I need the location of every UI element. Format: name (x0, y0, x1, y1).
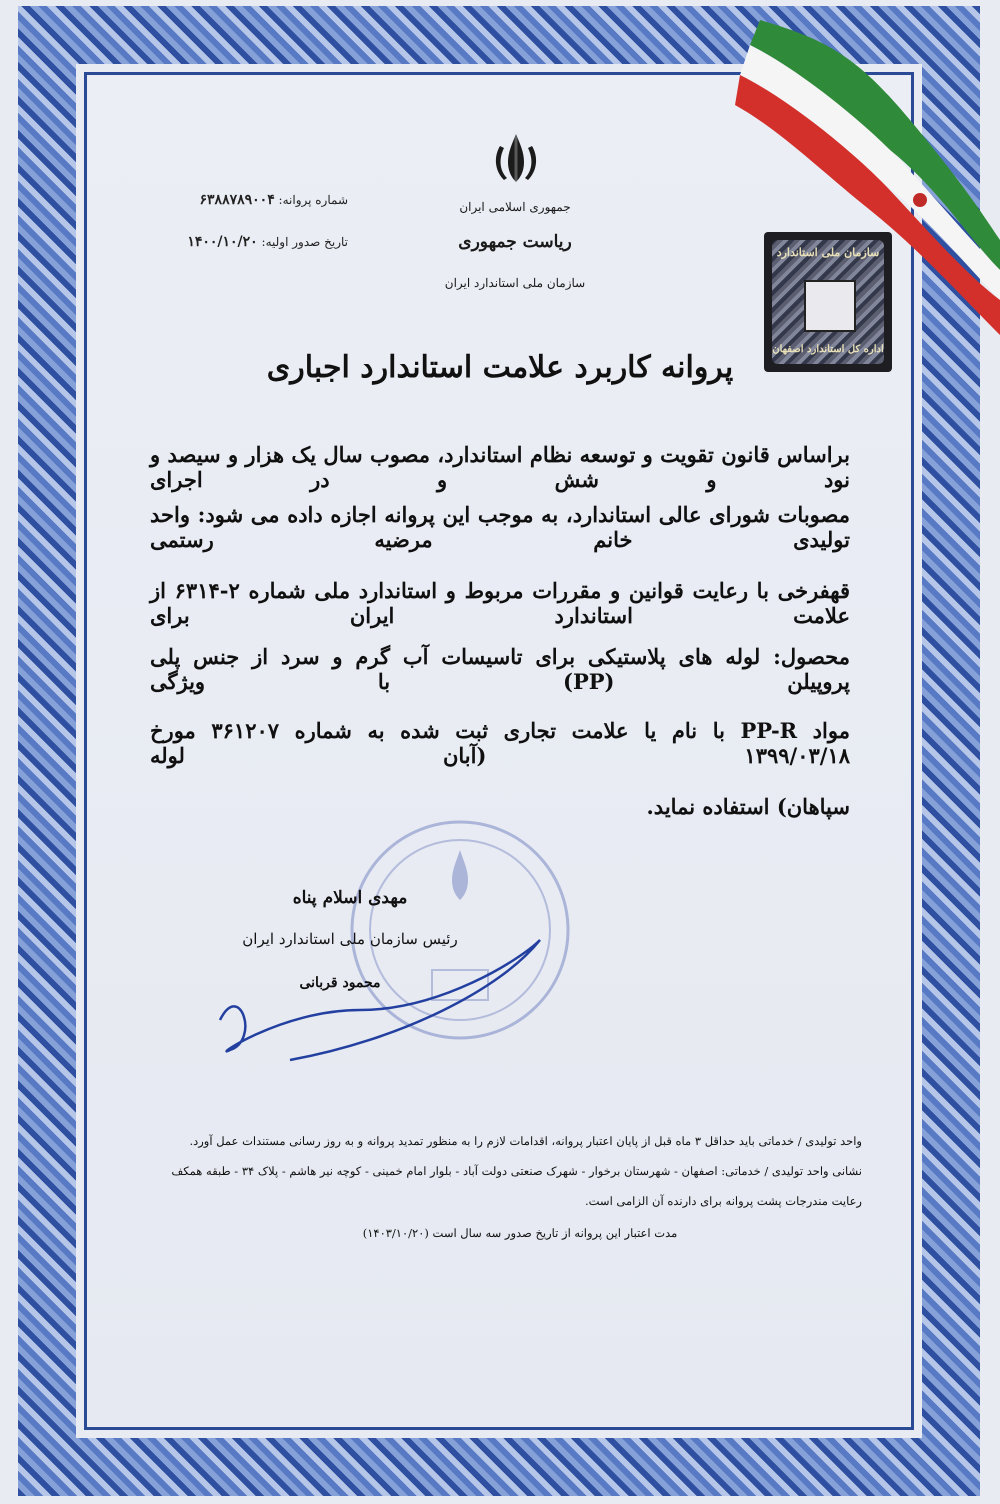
license-number-label: شماره پروانه: (278, 193, 348, 207)
footer-note-terms: رعایت مندرجات پشت پروانه برای دارنده آن الزامی است. (584, 1194, 862, 1208)
body-line-6: سپاهان) استفاده نماید. (646, 794, 850, 819)
footer-note-renewal: واحد تولیدی / خدماتی باید حداقل ۳ ماه قبل از پایان اعتبار پروانه، اقدامات لازم را به منظور تمدید پروانه و به روز رسانی مستندات عمل آورد. (189, 1134, 862, 1148)
signatory-role: رئیس سازمان ملی استاندارد ایران (242, 930, 458, 948)
signer-name: محمود قربانی (299, 975, 381, 991)
issue-date-label: تاریخ صدور اولیه: (261, 235, 348, 249)
seal-top-text: سازمان ملی استاندارد (776, 246, 880, 259)
body-line-3: قهفرخی با رعایت قوانین و مقررات مربوط و استاندارد ملی شماره ۲-۶۳۱۴ از علامت استاندارد ایران برای (150, 578, 851, 628)
iran-emblem-icon (486, 128, 546, 188)
standard-logo-icon (804, 280, 856, 332)
presidency-name: ریاست جمهوری (458, 232, 572, 252)
body-line-1: براساس قانون تقویت و توسعه نظام استاندارد، مصوب سال یک هزار و سیصد و نود و شش و در اجرای (150, 442, 850, 492)
certificate-title: پروانه کاربرد علامت استاندارد اجباری (266, 350, 734, 385)
body-line-2: مصوبات شورای عالی استاندارد، به موجب این پروانه اجازه داده می شود: واحد تولیدی خانم مرضیه رستمی (150, 502, 850, 552)
issue-date-value: ۱۴۰۰/۱۰/۲۰ (187, 234, 258, 250)
country-name: جمهوری اسلامی ایران (459, 200, 571, 214)
seal-bottom-text: اداره کل استاندارد اصفهان (772, 344, 884, 355)
issue-date (168, 234, 348, 250)
body-line-4: محصول: لوله های پلاستیکی برای تاسیسات آب گرم و سرد از جنس پلی پروپیلن (PP) با ویژگی (150, 644, 850, 694)
footer-note-validity: مدت اعتبار این پروانه از تاریخ صدور سه سال است (۱۴۰۳/۱۰/۲۰) (362, 1226, 678, 1240)
standard-hologram-seal (764, 232, 892, 372)
license-number (168, 192, 348, 208)
license-number-value: ۶۳۸۸۷۸۹۰۰۴ (199, 192, 275, 208)
organization-name: سازمان ملی استاندارد ایران (444, 276, 586, 290)
body-line-5: مواد PP-R با نام یا علامت تجاری ثبت شده به شماره ۳۶۱۲۰۷ مورخ ۱۳۹۹/۰۳/۱۸ (آبان لوله (150, 718, 850, 768)
signatory-name: مهدی اسلام پناه (292, 888, 408, 908)
footer-note-address: نشانی واحد تولیدی / خدماتی: اصفهان - شهرستان برخوار - شهرک صنعتی دولت آباد - بلوار امام خمینی - کوچه نیر هاشم - پلاک ۳۴ - طبقه همکف (171, 1164, 862, 1178)
